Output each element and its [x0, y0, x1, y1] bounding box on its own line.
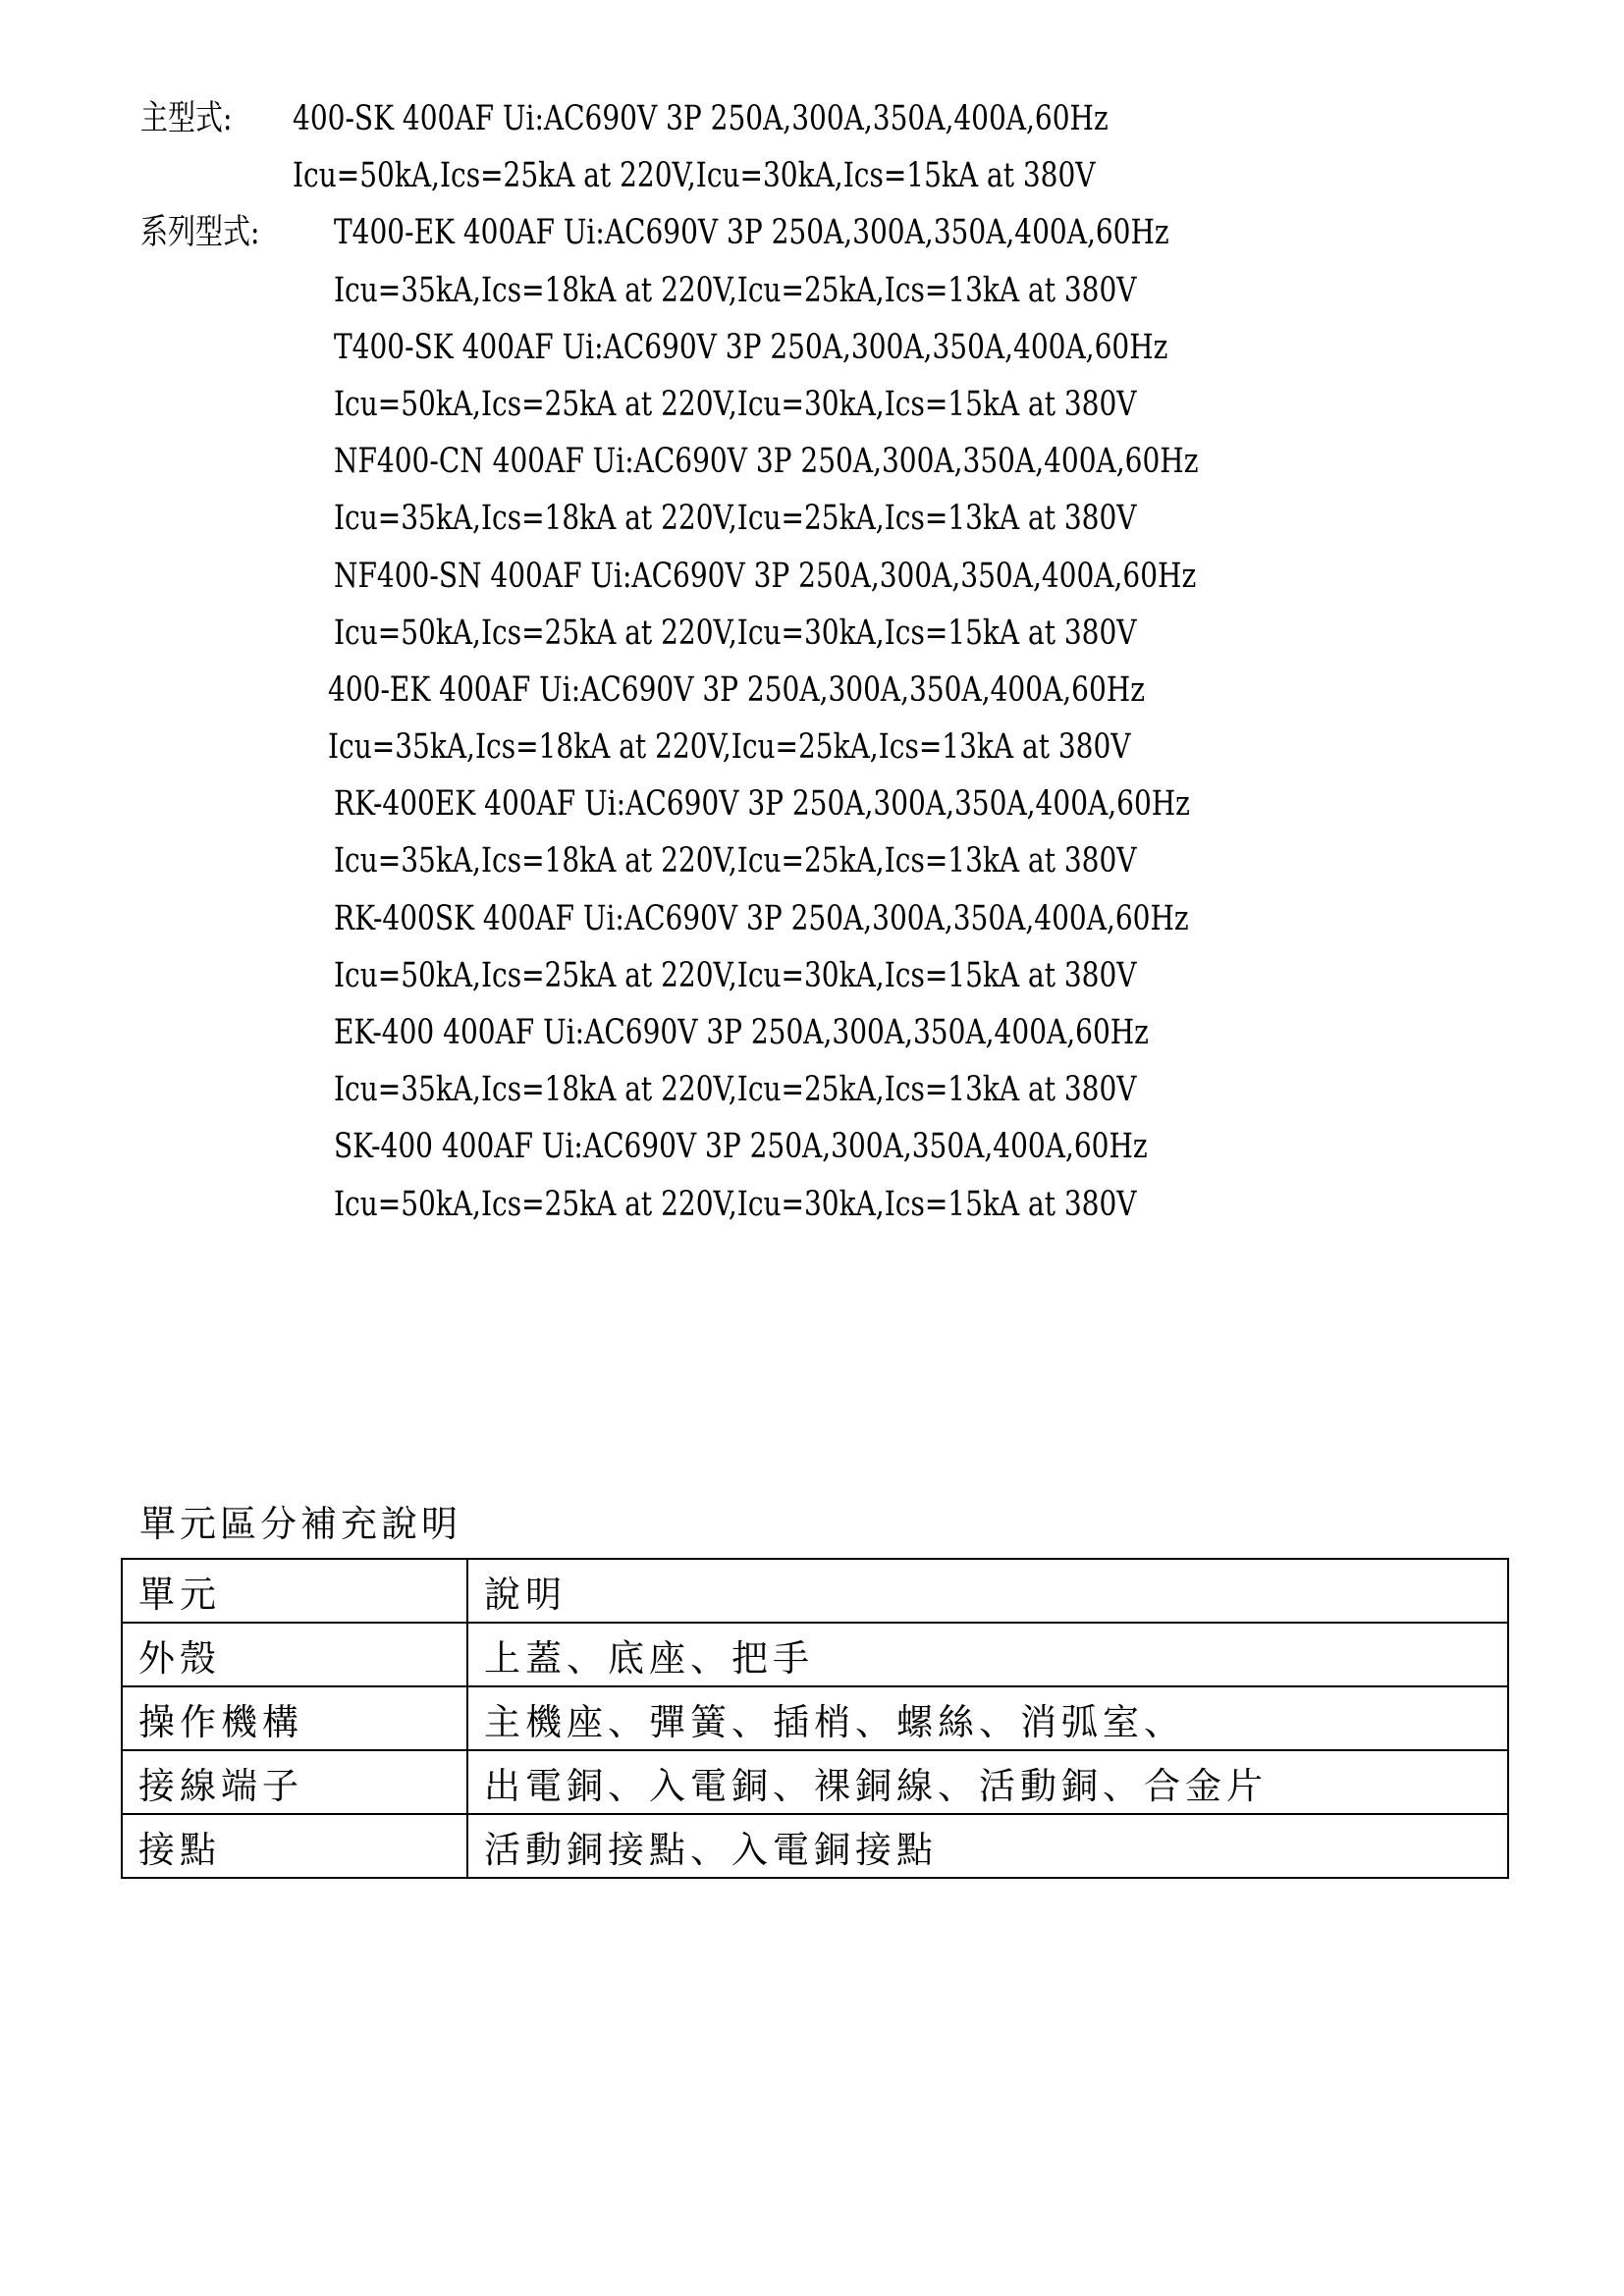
series-model-line — [0, 719, 1624, 775]
table-row — [122, 1623, 1508, 1686]
series-model-line — [0, 433, 1624, 490]
series-model-line — [0, 1176, 1624, 1233]
series-model-spec: T400-SK 400AF Ui:AC690V 3P 250A,300A,350A,400A,60Hz — [334, 327, 1168, 367]
unit-cell: 接點 — [122, 1814, 467, 1878]
series-model-line — [0, 548, 1624, 605]
series-model-spec: SK-400 400AF Ui:AC690V 3P 250A,300A,350A,400A,60Hz — [334, 1127, 1148, 1167]
unit-cell: 外殼 — [122, 1623, 467, 1686]
unit-table — [121, 1558, 1509, 1879]
series-model-spec: 400-EK 400AF Ui:AC690V 3P 250A,300A,350A,400A,60Hz — [328, 669, 1145, 710]
series-model-line — [0, 490, 1624, 547]
series-model-rating: Icu=50kA,Ics=25kA at 220V,Icu=30kA,Ics=15kA at 380V — [334, 955, 1137, 995]
series-model-rating: Icu=50kA,Ics=25kA at 220V,Icu=30kA,Ics=15kA at 380V — [334, 613, 1137, 653]
column-header-description: 說明 — [467, 1559, 1508, 1623]
series-model-line — [0, 262, 1624, 319]
series-model-rating: Icu=35kA,Ics=18kA at 220V,Icu=25kA,Ics=13kA at 380V — [334, 270, 1137, 310]
table-header-row — [122, 1559, 1508, 1623]
series-model-line — [0, 204, 1624, 261]
table-row — [122, 1686, 1508, 1750]
series-model-line — [0, 1118, 1624, 1175]
series-model-spec: RK-400EK 400AF Ui:AC690V 3P 250A,300A,350A,400A,60Hz — [334, 784, 1190, 825]
description-cell: 活動銅接點、入電銅接點 — [467, 1814, 1508, 1878]
series-model-line — [0, 890, 1624, 947]
series-model-line — [0, 319, 1624, 376]
series-model-spec: RK-400SK 400AF Ui:AC690V 3P 250A,300A,350A,400A,60Hz — [334, 898, 1189, 938]
series-model-rating: Icu=50kA,Ics=25kA at 220V,Icu=30kA,Ics=15kA at 380V — [334, 384, 1137, 424]
series-model-rating: Icu=35kA,Ics=18kA at 220V,Icu=25kA,Ics=13kA at 380V — [334, 1070, 1137, 1110]
main-model-rating: Icu=50kA,Ics=25kA at 220V,Icu=30kA,Ics=15kA at 380V — [293, 156, 1096, 196]
table-row — [122, 1750, 1508, 1814]
description-cell: 上蓋、底座、把手 — [467, 1623, 1508, 1686]
series-model-rating: Icu=50kA,Ics=25kA at 220V,Icu=30kA,Ics=15kA at 380V — [334, 1184, 1137, 1224]
series-model-rating: Icu=35kA,Ics=18kA at 220V,Icu=25kA,Ics=13kA at 380V — [328, 727, 1131, 768]
series-model-label: 系列型式: — [140, 213, 260, 253]
model-spec-block — [0, 90, 1624, 1233]
series-model-line — [0, 662, 1624, 719]
series-model-spec: NF400-CN 400AF Ui:AC690V 3P 250A,300A,350A,400A,60Hz — [334, 442, 1199, 482]
series-model-spec: T400-EK 400AF Ui:AC690V 3P 250A,300A,350A,400A,60Hz — [334, 213, 1169, 253]
description-cell: 主機座、彈簧、插梢、螺絲、消弧室、 — [467, 1686, 1508, 1750]
unit-cell: 接線端子 — [122, 1750, 467, 1814]
series-model-line — [0, 605, 1624, 662]
main-model-rating-line — [0, 147, 1624, 204]
unit-cell: 操作機構 — [122, 1686, 467, 1750]
series-model-rating: Icu=35kA,Ics=18kA at 220V,Icu=25kA,Ics=13kA at 380V — [334, 841, 1137, 881]
table-row — [122, 1814, 1508, 1878]
main-model-line — [0, 90, 1624, 147]
series-model-line — [0, 832, 1624, 889]
column-header-unit: 單元 — [122, 1559, 467, 1623]
series-model-spec: NF400-SN 400AF Ui:AC690V 3P 250A,300A,350A,400A,60Hz — [334, 556, 1197, 596]
series-model-spec: EK-400 400AF Ui:AC690V 3P 250A,300A,350A,400A,60Hz — [334, 1013, 1149, 1052]
series-model-line — [0, 1004, 1624, 1061]
series-model-line — [0, 376, 1624, 433]
main-model-spec: 400-SK 400AF Ui:AC690V 3P 250A,300A,350A,400A,60Hz — [293, 99, 1109, 138]
series-model-rating: Icu=35kA,Ics=18kA at 220V,Icu=25kA,Ics=13kA at 380V — [334, 499, 1137, 539]
description-cell: 出電銅、入電銅、裸銅線、活動銅、合金片 — [467, 1750, 1508, 1814]
main-model-label: 主型式: — [140, 99, 233, 138]
series-model-line — [0, 775, 1624, 832]
unit-section-title: 單元區分補充說明 — [139, 1503, 461, 1545]
series-model-line — [0, 947, 1624, 1004]
series-model-line — [0, 1061, 1624, 1118]
